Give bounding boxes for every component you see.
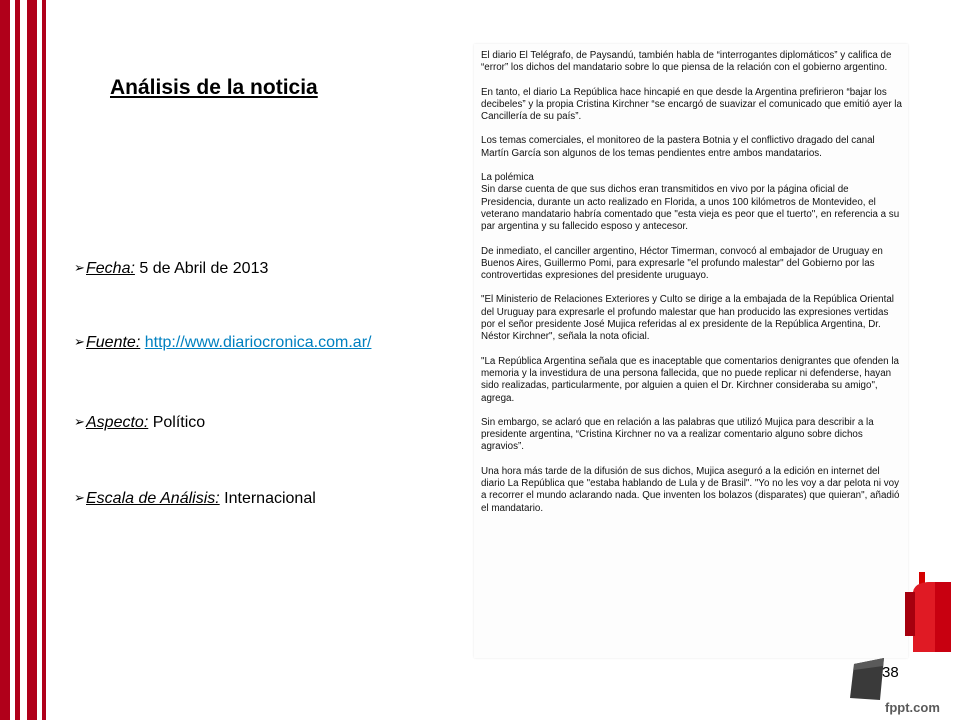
page-number: 38 (882, 664, 899, 681)
decor-bar-3 (27, 0, 37, 720)
dark-post-icon (850, 658, 884, 700)
bullet-aspecto (74, 414, 205, 432)
fuente-label: Fuente: (86, 334, 141, 351)
escala-label: Escala de Análisis: (86, 490, 220, 507)
arrow-bullet-icon: ➢ (74, 414, 85, 429)
fecha-label: Fecha: (86, 260, 135, 277)
decor-bar-4 (42, 0, 46, 720)
news-article-image (474, 44, 908, 658)
aspecto-label: Aspecto: (86, 414, 149, 431)
decor-bar-2 (15, 0, 20, 720)
bullet-fecha (74, 260, 268, 278)
article-subheading: La polémica (481, 172, 534, 184)
article-paragraph: "La República Argentina señala que es inaceptable que comentarios denigrantes que ofenden la memoria y la investidura de una persona fallecida, que no puede replicar ni defenderse, hayan sido realizadas, particularmente, por alguien a quien el Dr. Kirchner consideraba su amigo", agrega. (481, 355, 899, 404)
article-paragraph: Una hora más tarde de la difusión de sus dichos, Mujica aseguró a la edición en internet del diario La República que "estaba hablando de Lula y de Brasil". "Yo no les voy a dar pelota ni voy a recorrer el mundo aclarando nada. Que inventen los bolazos (disparates) que quieran", añadió el mandatario. (481, 465, 900, 514)
arrow-bullet-icon: ➢ (74, 334, 85, 349)
aspecto-value: Político (148, 414, 206, 431)
article-paragraph: Sin darse cuenta de que sus dichos eran transmitidos en vivo por la página oficial de Presidencia, durante un acto realizado en Florida, a unos 100 kilómetros de Montevideo, el veterano mandatario habría comentado que "esta vieja es peor que el tuerto", en referencia a su par argentina y su fallecido esposo y antecesor. (481, 184, 900, 233)
slide-title: Análisis de la noticia (110, 76, 318, 99)
red-mailbox-icon (905, 572, 955, 652)
arrow-bullet-icon: ➢ (74, 260, 85, 275)
article-paragraph: "El Ministerio de Relaciones Exteriores y Culto se dirige a la embajada de la República Oriental del Uruguay para expresarle el profundo malestar que han producido las expresiones vertidas por el señor presidente José Mujica referidas al ex presidente de la República Argentina, Dr. Néstor Kirchner", señala la nota oficial. (481, 294, 894, 343)
decor-bar-1 (0, 0, 10, 720)
escala-value: Internacional (219, 490, 316, 507)
fecha-value: 5 de Abril de 2013 (134, 260, 269, 277)
article-paragraph: De inmediato, el canciller argentino, Héctor Timerman, convocó al embajador de Uruguay en Buenos Aires, Guillermo Pomi, para expresarle "el profundo malestar" del Gobierno por las controvertidas expresiones del presidente uruguayo. (481, 245, 883, 282)
arrow-bullet-icon: ➢ (74, 490, 85, 505)
article-paragraph: El diario El Telégrafo, de Paysandú, también habla de “interrogantes diplomáticos” y califica de “error” los dichos del mandatario sobre lo que piensa de la relación con el gobierno argentino. (481, 50, 892, 74)
bullet-fuente (74, 334, 371, 352)
source-link[interactable]: http://www.diariocronica.com.ar/ (144, 334, 372, 351)
article-paragraph: Los temas comerciales, el monitoreo de la pastera Botnia y el conflictivo dragado del canal Martín García son algunos de los temas pendientes entre ambos mandatarios. (481, 135, 875, 159)
bullet-escala (74, 490, 316, 508)
article-paragraph: Sin embargo, se aclaró que en relación a las palabras que utilizó Mujica para describir a la presidente argentina, “Cristina Kirchner no va a realizar comentario alguno sobre dichos agravios”. (481, 416, 874, 453)
article-paragraph: En tanto, el diario La República hace hincapié en que desde la Argentina prefirieron “bajar los decibeles” y la propia Cristina Kirchner “se encargó de suavizar el comunicado que emitió ayer la Cancillería de su país”. (481, 86, 902, 123)
fppt-logo: fppt.com (885, 700, 940, 715)
